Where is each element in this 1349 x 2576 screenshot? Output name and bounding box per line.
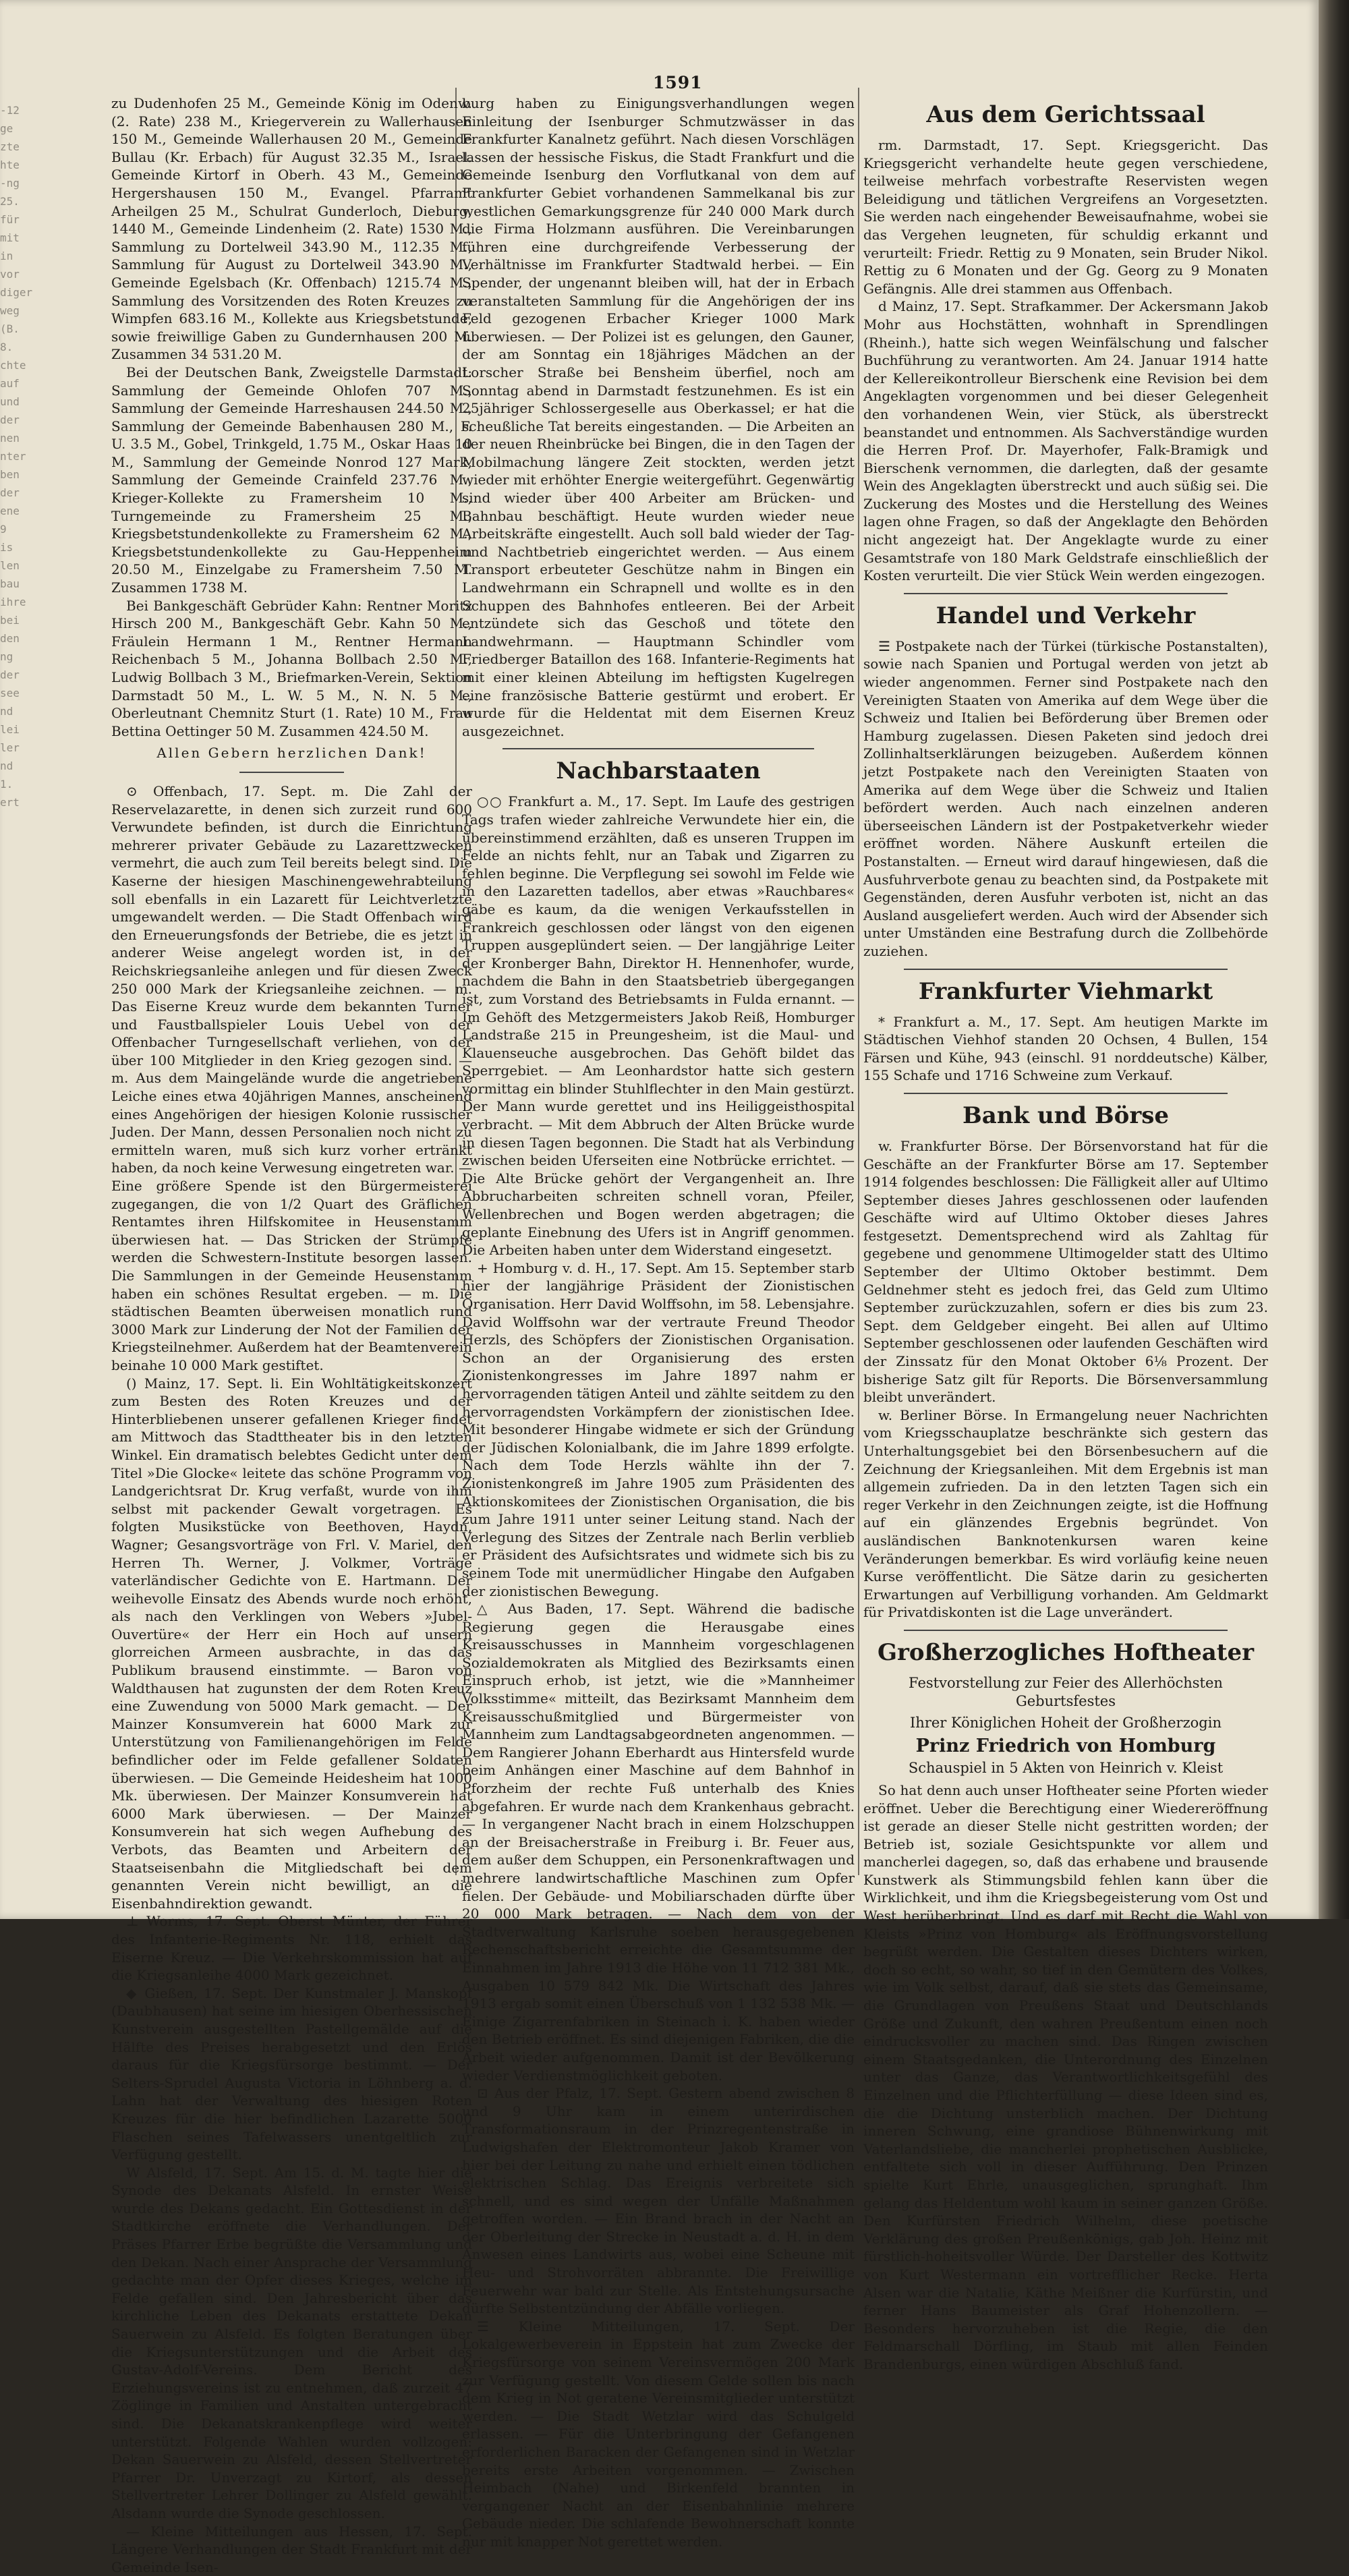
article-homburg: + Homburg v. d. H., 17. Sept. Am 15. September starb hier der langjährige Präsident der Zionistischen Organisation. Herr David Wolffsohn, im 58. Lebensjahre. David Wolffsohn war der vertraute Freund Theodor Herzls, des Schöpfers der Zionistischen Organisation. Schon an der Organisierung des ersten Zionistenkongresses im Jahre 1897 nahm er hervorragenden tätigen Anteil und zählte seitdem zu den hervorragendsten Vorkämpfern der zionistischen Idee. Mit besonderer Hingabe widmete er sich der Gründung der Jüdischen Kolonialbank, die im Jahre 1899 erfolgte. Nach dem Tode Herzls wählte ihn der 7. Zionistenkongreß im Jahre 1905 zum Präsidenten des Aktionskomitees der Zionistischen Organisation, die bis zum Jahre 1911 unter seiner Leitung stand. Nach der Verlegung des Sitzes der Zentrale nach Berlin verblieb er Präsident des Aufsichtsrates und widmete sich bis zu seinem Tode mit unermüdlicher Hingabe den Aufgaben der zionistischen Bewegung. [462, 1259, 855, 1599]
divider [904, 1093, 1228, 1094]
play-author-line: Schauspiel in 5 Akten von Heinrich v. Kleist [908, 1760, 1224, 1777]
section-heading-nachbarstaaten: Nachbarstaaten [556, 757, 761, 785]
section-heading-gerichtssaal: Aus dem Gerichtssaal [926, 101, 1205, 128]
column-2 [462, 94, 855, 2550]
article-mainz-strafkammer: d Mainz, 17. Sept. Strafkammer. Der Ackersmann Jakob Mohr aus Hochstätten, wohnhaft in Sprendlingen (Rheinh.), hatte sich wegen Weinfälschung und falscher Buchführung zu verantworten. Am 24. Januar 1914 hatte der Kellereikontrolleur Bierschenk eine Revision bei dem Angeklagten vorgenommen und bei dieser Gelegenheit den vorhandenen Wein, vier Stück, als überstreckt beanstandet und entnommen. Als Sachverständige wurden die Herren Prof. Dr. Mayerhofer, Falk-Bramigk und Bierschenk vernommen, die darlegten, daß der gesamte Wein des Angeklagten überstreckt und auch süßig sei. Die Zuckerung des Mostes und die Herstellung des Weines lagen ohne Fragen, so daß der Angeklagte den Behörden nicht angezeigt hat. Der Angeklagte wurde zu einer Gesamtstrafe von 180 Mark Geldstrafe einschließlich der Kosten verurteilt. Die vier Stück Wein werden eingezogen. [863, 298, 1268, 584]
article-kleine-mitteilungen: ☰ Kleine Mitteilungen, 17. Sept. Der Lokalgewerbeverein in Eppstein hat zum Zwecke der Kriegsfürsorge von seinem Vereinsvermögen 200 Mark zur Verfügung gestellt. Von diesem Gelde sollen bis nach dem Krieg in Not geratene Vereinsmitglieder unterstützt werden. — Die Stadt Wetzlar wird das Schulgeld erlassen. — Für die Unterbringung der Gefangenen erforderlichen Baracken der Gefangenen sind in Wetzlar bereits erste Arbeiten vorgenommen. — Zwischen Heimbach (Nahe) und Birkenfeld brannten in vergangener Nacht an der Eisenbahnlinie mehrere Gebäude nieder. Die schlafende Bewohnerschaft konnte nur mit knapper Not gerettet werden. [462, 2318, 855, 2550]
page-number: 1591 [653, 73, 703, 92]
column-3 [863, 94, 1268, 2372]
left-margin-bleed-text: -12 ge zte hte -ng 25. für mit in vor diger weg (B. 8. chte auf und der nen nter ben der ene 9 is len bau ihre bei den ng der see nd lei ler nd 1. ert [0, 104, 33, 809]
article-berliner-boerse: w. Berliner Börse. In Ermangelung neuer Nachrichten vom Kriegsschauplatze beschränkte sich gestern das Unterhaltungsgebiet bei den Börsenbesuchern auf die Zeichnung der Kriegsanleihen. Mit dem Ergebnis ist man allgemein zufrieden. Da in den letzten Tagen sich ein reger Verkehr in den Zeichnungen zeigte, ist die Hoffnung auf ein glänzendes Ergebnis begründet. Von ausländischen Banknotenkursen waren keine Veränderungen bemerkbar. Es wird vorläufig keine neuen Kurse veröffentlicht. Die Sätze darin zu gesicherten Erwartungen auf Verbilligung vorhanden. Am Geldmarkt für Privatdiskonten ist die Lage unverändert. [863, 1406, 1268, 1621]
article-baden: △ Aus Baden, 17. Sept. Während die badische Regierung gegen die Herausgabe eines Kreisausschusses in Mannheim vorgeschlagenen Sozialdemokraten als Mitglied des Bezirksamts einen Einspruch erhob, ist jetzt, wie die »Mannheimer Volksstimme« mitteilt, das Bezirksamt Mannheim dem Kreisausschußmitglied und Bürgermeister von Mannheim zum Landtagsabgeordneten angenommen. — Dem Rangierer Johann Eberhardt aus Hintersfeld wurde beim Anhängen einer Maschine auf dem Bahnhof in Pforzheim der rechte Fuß unterhalb des Knies abgefahren. Er wurde nach dem Krankenhaus gebracht. — In vergangener Nacht brach in einem Holzschuppen an der Breisacherstraße in Freiburg i. Br. Feuer aus, dem außer dem Schuppen, ein Personenkraftwagen und mehrere landwirtschaftliche Maschinen zum Opfer fielen. Der Gebäude- und Mobiliarschaden dürfte über 20 000 Mark betragen. — Nach dem von der Stadtverwaltung Karlsruhe soeben herausgegebenen Rechenschaftsbericht erreichte die Gesamtsumme der Einnahmen im Jahre 1913 die Höhe von 11 712 381 Mk., Ausgaben 10 579 842 Mk. Die Wirtschaft des Jahres 1913 ergab somit einen Überschuß von 1 132 538 Mk. — Einige Zigarrenfabriken in Steinach i. K. haben wieder den Betrieb eröffnet. Es sind diejenigen Fabriken, die die Arbeit wieder aufgenommen. Damit ist der Bevölkerung wieder Verdienstmöglichkeit geboten. [462, 1601, 855, 2084]
divider [239, 772, 344, 773]
divider [904, 593, 1228, 594]
article-kleine-mitteilungen-hessen: — Kleine Mitteilungen aus Hessen, 17. Sept. Längere Verhandlungen der Stadt Frankfurt mit der Gemeinde Isen- [111, 2523, 472, 2575]
section-heading-handel: Handel und Verkehr [936, 602, 1196, 629]
binding-edge [1319, 0, 1349, 1919]
article-frankfurter-boerse: w. Frankfurter Börse. Der Börsenvorstand hat für die Geschäfte an der Frankfurter Börse am 17. September 1914 folgendes beschlossen: Die Fälligkeit aller auf Ultimo September dieses Jahres geschlossenen oder laufenden Geschäfte wird auf Ultimo Oktober dieses Jahres festgesetzt. Dementsprechend wird als Zahltag für gegebene und genommene Ultimogelder statt des Ultimo September der Ultimo Oktober bestimmt. Dem Geldnehmer steht es jedoch frei, das Geld zum Ultimo September zurückzuzahlen, sofern er dies bis zum 23. Sept. dem Geldgeber eingeht. Bei allen auf Ultimo September geschlossenen oder laufenden Geschäften wird der Zinssatz für den Monat Oktober 6⅛ Prozent. Der bisherige Satz gilt für Reports. Die Börsenversammlung bleibt unverändert. [863, 1137, 1268, 1406]
article-postpakete: ☰ Postpakete nach der Türkei (türkische Postanstalten), sowie nach Spanien und Portugal werden von jetzt ab wieder angenommen. Ferner sind Postpakete nach den Vereinigten Staaten von Amerika auf dem Wege über die Schweiz und Italien bei Beförderung über Bremen oder Hamburg zugelassen. Diesen Paketen sind jedoch drei Zollinhaltserklärungen beizugeben. Außerdem können jetzt Postpakete nach den Vereinigten Staaten von Amerika auf dem Wege über die Schweiz und Italien befördert werden. Auch nach einzelnen anderen überseeischen Ländern ist der Postpaketverkehr wieder eröffnet worden. Nähere Auskunft erteilen die Postanstalten. — Erneut wird darauf hingewiesen, daß die Ausfuhrverbote genau zu beachten sind, da Postpakete mit Gegenständen, deren Ausfuhr verboten ist, nicht an das Ausland ausgeliefert werden. Auch wird der Absender sich unter Umständen eine Bestrafung durch die Zollbehörde zuziehen. [863, 637, 1268, 959]
divider [503, 748, 814, 749]
column-1 [111, 94, 472, 2575]
article-isenburg-continued: burg haben zu Einigungsverhandlungen wegen Einleitung der Isenburger Schmutzwässer in das Frankfurter Kanalnetz geführt. Nach diesen Vorschlägen lassen der hessische Fiskus, die Stadt Frankfurt und die Gemeinde Isenburg den Vorflutkanal von dem auf Frankfurter Gebiet vorhandenen Sammelkanal bis zur westlichen Gemarkungsgrenze für 240 000 Mark durch die Firma Holzmann ausführen. Die Vereinbarungen führen eine durchgreifende Verbesserung der Verhältnisse im Frankfurter Stadtwald herbei. — Ein Spender, der ungenannt bleiben will, hat der in Erbach veranstalteten Sammlung für die Angehörigen der ins Feld gezogenen Erbacher Krieger 1000 Mark überwiesen. — Der Polizei ist es gelungen, den Gauner, der am Sonntag ein 18jähriges Mädchen an der Lorscher Straße bei Bensheim überfiel, noch am Sonntag abend in Darmstadt festzunehmen. Es ist ein 25jähriger Schlossergeselle aus Oberkassel; er hat die scheußliche Tat bereits eingestanden. — Die Arbeiten an der neuen Rheinbrücke bei Bingen, die in den Tagen der Mobilmachung längere Zeit stockten, werden jetzt wieder mit erhöhter Energie weitergeführt. Gegenwärtig sind wieder über 400 Arbeiter am Brücken- und Bahnbau beschäftigt. Heute wurden wieder neue Arbeitskräfte eingestellt. Auch soll bald wieder der Tag- und Nachtbetrieb eingerichtet werden. — Aus einem Transport erbeuteter Geschütze nahm in Bingen ein Landwehrmann ein Schrapnell und wollte es in den Schuppen des Bahnhofes entleeren. Bei der Arbeit entzündete sich das Geschoß und tötete den Landwehrmann. — Hauptmann Schindler vom Friedberger Bataillon des 168. Infanterie-Regiments hat mit einer kleinen Abteilung im heftigsten Kugelregen eine französische Batterie gestürmt und erobert. Er wurde für die Heldentat mit dem Eisernen Kreuz ausgezeichnet. [462, 95, 855, 739]
article-pfalz: ⊡ Aus der Pfalz, 17. Sept. Gestern abend zwischen 8 und 9 Uhr kam in einem unterirdischen Transformationsraum in der Prinzregentenstraße in Ludwigshafen der Elektromonteur Jakob Kramer von hier bei der Leitung zu nahe und erhielt einen tödlichen elektrischen Schlag. Das Ereignis verbreitete sich schnell, und es sind wegen der Unfälle Maßnahmen getroffen worden. — Ein Brand brach in der Nacht an der Oberleitung der Strecke in Neustadt a. d. H. in dem Anwesen eines Landwirts aus, wobei eine Scheune mit Heu- und Strohvorräten abbrannte. Die Freiwillige Feuerwehr war bald zur Stelle. Als Entstehungsursache dürfte Selbstentzündung der Abfälle vorliegen. [462, 2085, 855, 2317]
article-worms: ⊥ Worms, 17. Sept. Oberst Münter, der Führer des Infanterie-Regiments Nr. 118, erhielt das Eiserne Kreuz. — Die Verkehrskommission hat auf die Kriegsanleihe 4000 Mark gezeichnet. [111, 1913, 472, 1984]
section-heading-hoftheater: Großherzogliches Hoftheater [877, 1638, 1255, 1666]
thanks-line: Allen Gebern herzlichen Dank! [156, 745, 427, 762]
divider [904, 1630, 1228, 1631]
article-darmstadt-kriegsgericht: rm. Darmstadt, 17. Sept. Kriegsgericht. Das Kriegsgericht verhandelte heute gegen verschiedene, teilweise mehrfach vorbestrafte Reservisten wegen Beleidigung und tätlichen Vergreifens an Vorgesetzten. Sie werden nach eingehender Beweisaufnahme, wobei sie das Vergehen leugneten, für schuldig erkannt und verurteilt: Friedr. Rettig zu 9 Monaten, sein Bruder Nikol. Rettig zu 6 Monaten und der Gg. Georg zu 9 Monaten Gefängnis. Alle drei stammen aus Offenbach. [863, 137, 1268, 297]
article-mainz: () Mainz, 17. Sept. li. Ein Wohltätigkeitskonzert zum Besten des Roten Kreuzes und der Hinterbliebenen unserer gefallenen Krieger findet am Mittwoch das Stadttheater bis in den letzten Winkel. Ein dramatisch belebtes Gedicht unter dem Titel »Die Glocke« leitete das schöne Programm von Landgerichtsrat Dr. Krug verfaßt, wurde von ihm selbst mit packender Gewalt vorgetragen. Es folgten Musikstücke von Beethoven, Haydn, Wagner; Gesangsvorträge von Frl. V. Mariel, den Herren Th. Werner, J. Volkmer, Vorträge vaterländischer Gedichte von E. Hartmann. Der weihevolle Einsatz des Abends wurde noch erhöht, als nach den Verklingen von Webers »Jubel-Ouvertüre« der Herr ein Hoch auf unsern glorreichen Armeen ausbrachte, in das das Publikum brausend einstimmte. — Baron von Waldthausen hat zugunsten der dem Roten Kreuz eine Zuwendung von 5000 Mark gemacht. — Der Mainzer Konsumverein hat 6000 Mark zur Unterstützung von Familienangehörigen im Felde befindlicher oder im Felde gefallener Soldaten überwiesen. — Die Gemeinde Heidesheim hat 1000 Mk. überwiesen. Der Mainzer Konsumverein hat 6000 Mark überwiesen. — Der Mainzer Konsumverein hat sich wegen Aufhebung des Verbots, das Beamten und Arbeitern der Staatseisenbahn die Mitgliedschaft bei dem genannten Verein nicht bewilligt, an die Eisenbahndirektion gewandt. [111, 1375, 472, 1912]
play-title: Prinz Friedrich von Homburg [915, 1735, 1216, 1756]
donation-list-kahn: Bei Bankgeschäft Gebrüder Kahn: Rentner Moritz Hirsch 200 M., Bankgeschäft Gebr. Kahn 50 M., Fräulein Hermann 1 M., Rentner Hermann Reichenbach 5 M., Johanna Bollbach 2.50 M., Ludwig Bollbach 3 M., Briefmarken-Verein, Sektion Darmstadt 50 M., L. W. 5 M., N. N. 5 M., Oberleutnant Chemnitz Sturt (1. Rate) 10 M., Frau Bettina Oettinger 50 M. Zusammen 424.50 M. [111, 597, 472, 739]
theater-subtitle-1: Festvorstellung zur Feier des Allerhöchsten Geburtsfestes [909, 1674, 1223, 1709]
article-giessen: ◆ Gießen, 17. Sept. Der Kunstmaler J. Manskopf (Daubhausen) hat seine im hiesigen Oberhessischen Kunstverein ausgestellten Pastellgemälde auf die Hälfte des Preises herabgesetzt und den Erlös daraus für die Kriegsfürsorge bestimmt. — Der Selters-Sprudel Augusta Victoria in Löhnberg a. d. Lahn hat der Verwaltung des hiesigen Roten Kreuzes für die hier befindlichen Lazarette 5000 Flaschen seines Tafelwassers unentgeltlich zur Verfügung gestellt. [111, 1984, 472, 2163]
article-alsfeld: W Alsfeld, 17. Sept. Am 15. d. M. tagte hier die Synode des Dekanats Alsfeld. In ernster Weise wurde des Dekans gedacht. Ein Gottesdienst in der Stadtkirche eröffnete die Verhandlungen. Der Präses Pfarrer Erbe begrüßte die Versammlung und den Dekan. Nach einer Ansprache der Versammlung gedachte man der Opfer dieses Krieges, welche im Felde gefallen sind. Den Jahresbericht über das kirchliche Leben des Dekanats erstattete Dekan Sauerwein zu Alsfeld. Es folgten Beratungen über die Kriegsunterstützungen und die Arbeit des Gustav-Adolf-Vereins. Dem Bericht des Erziehungsvereins ist zu entnehmen, daß zurzeit 47 Zöglinge in Familien und Anstalten untergebracht sind. Die Dekanatskrankenpflege wird weiter unterstützt. Folgende Wahlen wurden vollzogen: Dekan Sauerwein zu Alsfeld, dessen Stellvertreter Pfarrer Dr. Unverzagt zu Kirtorf, als dessen Stellvertreter Lehrer Dollinger zu Alsfeld gewählt. Alsdann wurde die Synode geschlossen. [111, 2164, 472, 2521]
divider [904, 969, 1228, 970]
article-viehmarkt: * Frankfurt a. M., 17. Sept. Am heutigen Markte im Städtischen Viehhof standen 20 Ochsen, 4 Bullen, 154 Färsen und Kühe, 943 (einschl. 91 norddeutsche) Kälber, 155 Schafe und 1716 Schweine zum Verkauf. [863, 1013, 1268, 1084]
article-frankfurt: ○○ Frankfurt a. M., 17. Sept. Im Laufe des gestrigen Tags trafen wieder zahlreiche Verwundete hier ein, die übereinstimmend erzählten, daß es unseren Truppen im Felde an nichts fehlt, nur an Tabak und Zigarren zu fehlen beginne. Die Verpflegung sei sowohl im Felde wie in den Lazaretten tadellos, aber etwas »Rauchbares« gäbe es kaum, da die wenigen Verkaufsstellen in Frankreich geschlossen oder längst von den eigenen Truppen ausgeplündert seien. — Der langjährige Leiter der Kronberger Bahn, Direktor H. Hennenhofer, wurde, nachdem die Bahn in den Staatsbetrieb übergegangen ist, zum Vorstand des Betriebsamts in Fulda ernannt. — Im Gehöft des Metzgermeisters Jakob Reiß, Homburger Landstraße 215 in Preungesheim, ist die Maul- und Klauenseuche ausgebrochen. Das Gehöft bildet das Sperrgebiet. — Am Leonhardstor hatte sich gestern vormittag ein blinder Stuhlflechter in den Main gestürzt. Der Mann wurde gerettet und ins Heiliggeisthospital verbracht. — Mit dem Abbruch der Alten Brücke wurde in diesen Tagen begonnen. Die Stadt hat als Verbindung zwischen beiden Uferseiten eine Notbrücke errichtet. — Die Alte Brücke gehört der Vergangenheit an. Ihre Abbrucharbeiten schreiten schnell voran, Pfeiler, Wellenbrechen und Bogen werden abgetragen; die geplante Einebnung des Ufers ist in Angriff genommen. Die Arbeiten haben unter dem Widerstand eingesetzt. [462, 793, 855, 1259]
article-offenbach: ⊙ Offenbach, 17. Sept. m. Die Zahl der Reservelazarette, in denen sich zurzeit rund 600 Verwundete befinden, ist durch die Einrichtung mehrerer privater Gebäude zu Lazarettzwecken vermehrt, die auch zum Teil bereits belegt sind. Die Kaserne der hiesigen Maschinengewehrabteilung soll ebenfalls in ein Lazarett für Leichtverletzte umgewandelt werden. — Die Stadt Offenbach wird den Erneuerungsfonds der Betriebe, die es jetzt in anderer Weise angelegt worden ist, in der Reichskriegsanleihe anlegen und für diesen Zweck 250 000 Mark der Kriegsanleihe zeichnen. — m. Das Eiserne Kreuz wurde dem bekannten Turner und Faustballspieler Louis Uebel von der Offenbacher Turngesellschaft verliehen, von der über 100 Mitglieder in den Krieg gezogen sind. — m. Aus dem Maingelände wurde die angetriebene Leiche eines etwa 40jährigen Mannes, anscheinend eines Angehörigen der hiesigen Kolonie russischer Juden. Der Mann, dessen Personalien noch nicht zu ermitteln waren, muß sich kurz vorher ertränkt haben, da noch keine Verwesung eingetreten war. — Eine größere Spende ist den Bürgermeisterei zugegangen, die von 1/2 Quart des Gräflichen Rentamtes ihren Hilfskomitee in Heusenstamm überwiesen hat. — Das Stricken der Strümpfe werden die Schwestern-Institute besorgen lassen. Die Sammlungen in der Gemeinde Heusenstamm haben ein schönes Resultat ergeben. — m. Die städtischen Beamten überweisen monatlich rund 3000 Mark zur Linderung der Not der Familien der Kriegsteilnehmer. Außerdem hat der Beamtenverein beinahe 10 000 Mark gestiftet. [111, 782, 472, 1373]
article-theater-review: So hat denn auch unser Hoftheater seine Pforten wieder eröffnet. Ueber die Berechtigung einer Wiedereröffnung ist gerade an dieser Stelle nicht gestritten worden; der Betrieb ist, soziale Gesichtspunkte vor allem und mancherlei dagegen, so, daß das erhabene und brausende Kunstwerk als Stimmungsbild fehlen kann über die Wirklichkeit, und ihm die Kriegsbegeisterung vom Ost und West herüberbringt. Und es darf mit Recht die Wahl von Kleists »Prinz von Homburg« als Eröffnungsvorstellung begrüßt werden. Die Gestalten dieses Dichters wirken, doch so echt, so wahr, so tief in den Gemütern des Volkes, wie im Volk selbst, darauf, daß sie stets das Gemeinsame, die Grundlagen von Preußens Staat und Deutschlands Größe und Zukunft, den wahren Preußentum einen noch eindrucksvoller zu machen sind. Das Ringen zwischen einem Staatsgedanken, die Unterordnung des Einzelnen unter das Ganze, das Verantwortlichkeitsgefühl des Einzelnen und die Pflichterfüllung — diese Ideen sind es, die die Dichtung unsterblich machen. Der Dichtung inneren Schwung, eine grandiose Bühnenwirkung mit Vaterlandsliebe, die mancherlei prophetischen Ausblicke, entfaltete sich voll in dieser Aufführung. Den Prinzen spielte Kurt Ehrle, unausgeglichen, sprunghaft. Ihm gelang das Heldentum wohl kaum in seiner ganzen Größe. Den Kurfürsten Friedrich Wilhelm, diese poetische Verklärung des großen Preußenkönigs, gab Joh. Heinz mit fürstlich-hoheitsvoller Würde. Der Darsteller des Kottwitz von Kurt Westermann ein vortrefflicher Recke. Herta Alsen war die Natalie, Käthe Meißner die Kurfürstin, und ferner Hans Baumeister als Graf Hohenzollern. — Besonders hervorzuheben ist die Regie, die den Feldmarschall Dörfling, im Staub mit allen Feinden Brandenburgs, einen würdigen Abschluß fand. [863, 1781, 1268, 2372]
section-heading-viehmarkt: Frankfurter Viehmarkt [918, 977, 1213, 1005]
donation-list-1: zu Dudenhofen 25 M., Gemeinde König im Odenw. (2. Rate) 238 M., Kriegerverein zu Wallerhausen 150 M., Gemeinde Wallerhausen 20 M., Gemeinde Bullau (Kr. Erbach) für August 32.35 M., Israel. Gemeinde Kirtorf in Oberh. 43 M., Gemeinde Hergershausen 150 M., Evangel. Pfarramt Arheilgen 25 M., Schulrat Gunderloch, Dieburg, 1440 M., Gemeinde Lindenheim (2. Rate) 1530 M., Sammlung zu Dortelweil 343.90 M., 112.35 M., Sammlung für August zu Dortelweil 343.90 M., Gemeinde Egelsbach (Kr. Offenbach) 1215.74 M., Sammlung des Vorsitzenden des Roten Kreuzes zu Wimpfen 683.16 M., Kollekte aus Kriegsbetstunde, sowie freiwillige Gaben zu Gundernhausen 200 M. Zusammen 34 531.20 M. [111, 95, 472, 363]
section-heading-bank-boerse: Bank und Börse [962, 1101, 1170, 1129]
donation-list-deutsche-bank: Bei der Deutschen Bank, Zweigstelle Darmstadt: Sammlung der Gemeinde Ohlofen 707 M., Sammlung der Gemeinde Harreshausen 244.50 M., Sammlung der Gemeinde Babenhausen 280 M., F. U. 3.5 M., Gobel, Trinkgeld, 1.75 M., Oskar Haas 10 M., Sammlung der Gemeinde Nonrod 127 Mark, Sammlung der Gemeinde Crainfeld 237.76 M., Krieger-Kollekte zu Framersheim 10 M., Turngemeinde zu Framersheim 25 M., Kriegsbetstundenkollekte zu Framersheim 62 M., Kriegsbetstundenkollekte zu Gau-Heppenheim 20.50 M., Einzelgabe zu Framersheim 7.50 M. Zusammen 1738 M. [111, 364, 472, 596]
theater-subtitle-2: Ihrer Königlichen Hoheit der Großherzogin [910, 1715, 1222, 1731]
column-rule-2 [858, 88, 859, 1875]
